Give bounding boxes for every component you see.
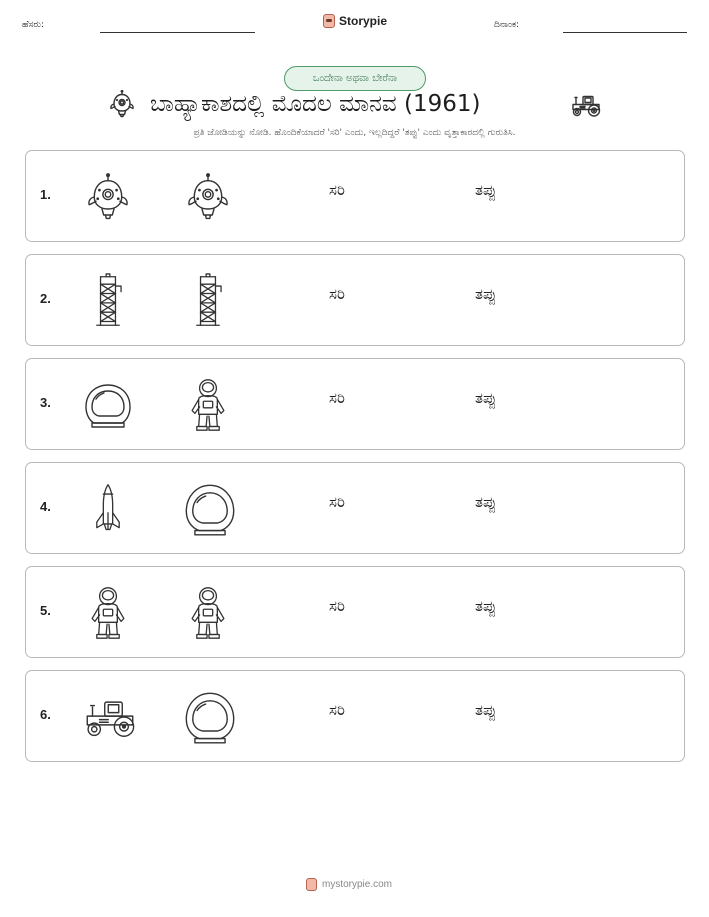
footer — [306, 878, 392, 891]
astronaut-icon — [182, 381, 234, 429]
answer-option-yes[interactable]: ಸರಿ — [329, 181, 345, 199]
answer-option-yes[interactable]: ಸರಿ — [329, 493, 345, 511]
rocket-pod-icon — [182, 173, 234, 221]
pair-card — [25, 254, 685, 346]
rocket-pod-icon — [109, 90, 135, 118]
worksheet-header — [0, 12, 709, 38]
pair-number: 3. — [40, 395, 51, 410]
answer-option-no[interactable]: ತಪ್ಪು — [475, 493, 497, 511]
brand-name: Storypie — [339, 14, 388, 28]
title-row — [0, 86, 709, 124]
pair-card — [25, 670, 685, 762]
pair-card — [25, 150, 685, 242]
astronaut-icon — [82, 589, 134, 637]
date-field[interactable] — [563, 32, 687, 33]
pair-number: 1. — [40, 187, 51, 202]
name-field[interactable] — [100, 32, 255, 33]
page-title: ಬಾಹ್ಯಾಕಾಶದಲ್ಲಿ ಮೊದಲ ಮಾನವ (1961) — [150, 91, 481, 117]
name-label: ಹೆಸರು: — [22, 20, 45, 30]
launch-tower-icon — [82, 277, 134, 325]
answer-option-no[interactable]: ತಪ್ಪು — [475, 597, 497, 615]
answer-option-no[interactable]: ತಪ್ಪು — [475, 389, 497, 407]
pair-card — [25, 462, 685, 554]
tractor-icon — [82, 693, 134, 741]
pair-number: 6. — [40, 707, 51, 722]
instruction-text: ಪ್ರತಿ ಜೋಡಿಯನ್ನು ನೋಡಿ. ಹೊಂದಿಕೆಯಾದರೆ 'ಸರಿ' ಎಂದು, ಇಲ್ಲದಿದ್ದರೆ 'ತಪ್ಪು' ಎಂದು ವೃತ್ತಾಕಾರದಲ್ಲಿ ಗುರುತಿಸಿ. — [193, 128, 516, 138]
answer-option-yes[interactable]: ಸರಿ — [329, 701, 345, 719]
answer-option-yes[interactable]: ಸರಿ — [329, 389, 345, 407]
launch-tower-icon — [182, 277, 234, 325]
pair-number: 4. — [40, 499, 51, 514]
rocket-icon — [82, 485, 134, 533]
brand — [323, 14, 387, 28]
pair-number: 2. — [40, 291, 51, 306]
footer-link[interactable]: mystorypie.com — [322, 879, 393, 890]
storypie-logo-icon — [323, 14, 335, 28]
answer-option-no[interactable]: ತಪ್ಪು — [475, 285, 497, 303]
storypie-logo-icon — [306, 878, 317, 891]
astronaut-icon — [182, 589, 234, 637]
answer-option-yes[interactable]: ಸರಿ — [329, 285, 345, 303]
date-label: ದಿನಾಂಕ: — [494, 20, 520, 30]
answer-option-no[interactable]: ತಪ್ಪು — [475, 181, 497, 199]
answer-option-no[interactable]: ತಪ್ಪು — [475, 701, 497, 719]
helmet-icon — [182, 693, 234, 741]
helmet-icon — [82, 381, 134, 429]
tractor-icon — [570, 92, 602, 118]
pair-number: 5. — [40, 603, 51, 618]
activity-type-badge: ಒಂದೇನಾ ಅಥವಾ ಬೇರೆನಾ — [284, 66, 426, 91]
pair-card — [25, 358, 685, 450]
rocket-pod-icon — [82, 173, 134, 221]
helmet-icon — [182, 485, 234, 533]
pair-card — [25, 566, 685, 658]
answer-option-yes[interactable]: ಸರಿ — [329, 597, 345, 615]
